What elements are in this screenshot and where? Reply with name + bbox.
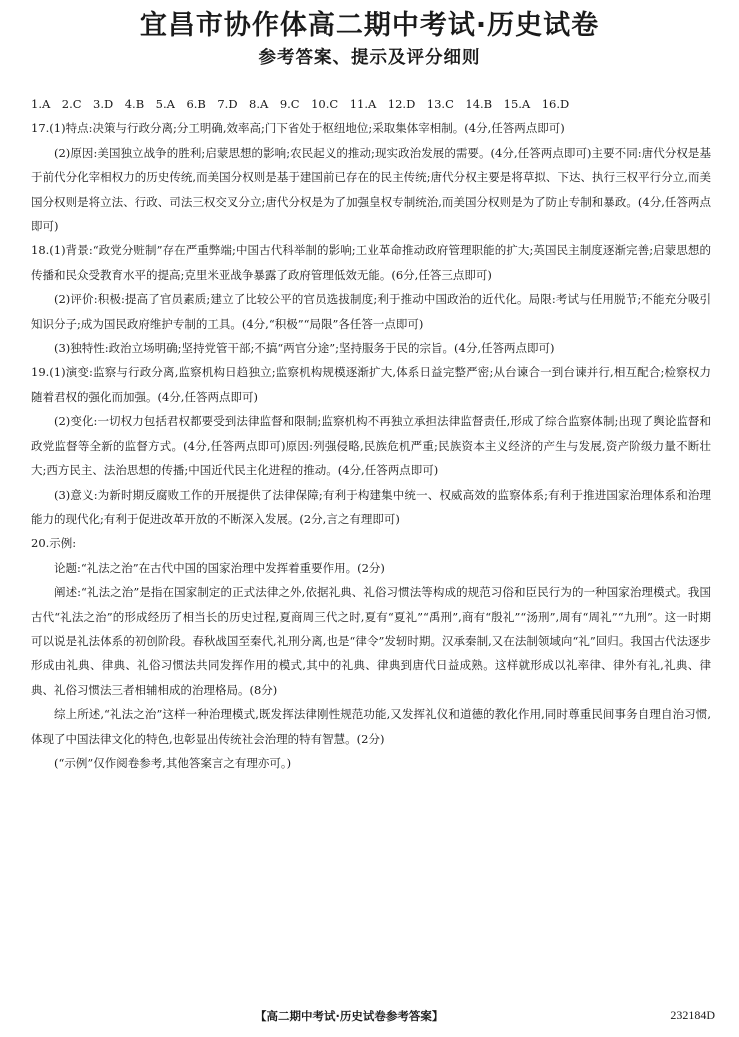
question-20-number: 20. xyxy=(31,536,50,551)
question-18-part-3: (3)独特性:政治立场明确;坚持党管干部;不搞“两官分途”;坚持服务于民的宗旨。(4分,任答两点即可) xyxy=(54,341,555,356)
question-17-part-1: 17.(1)特点:决策与行政分离;分工明确,效率高;门下省处于枢纽地位;采取集体宰相制。(4分,任答两点即可) xyxy=(31,121,565,136)
question-20-thesis: 论题:“礼法之治”在古代中国的国家治理中发挥着重要作用。(2分) xyxy=(54,560,385,575)
page-subtitle: 参考答案、提示及评分细则 xyxy=(258,48,481,68)
question-18-number: 18. xyxy=(31,243,50,258)
page-footer xyxy=(0,1008,739,1030)
multiple-choice-answers: 1.A 2.C 3.D 4.B 5.A 6.B 7.D 8.A 9.C 10.C 11.A 12.D 13.C 14.B 15.A 16.D xyxy=(31,97,570,111)
example-label: 示例: xyxy=(49,536,77,551)
question-20-header xyxy=(31,531,711,555)
question-20-conclusion: 综上所述,“礼法之治”这样一种治理模式,既发挥法律刚性规范功能,又发挥礼仪和道德的教化作用,同时尊重民间事务自理自治习惯,体现了中国法律文化的特色,也彰显出传统社会治理的特有智慧。(2分) xyxy=(31,707,711,746)
question-20-note: (“示例”仅作阅卷参考,其他答案言之有理亦可。) xyxy=(54,755,292,770)
question-17-number: 17. xyxy=(31,121,50,136)
question-19-part-3: (3)意义:为新时期反腐败工作的开展提供了法律保障;有利于构建集中统一、权威高效的监察体系;有利于推进国家治理体系和治理能力的现代化;有利于促进改革开放的不断深入发展。(2分,言之有理即可) xyxy=(31,487,711,526)
question-18-part-1: 18.(1)背景:“政党分赃制”存在严重弊端;中国古代科举制的影响;工业革命推动政府管理职能的扩大;英国民主制度逐渐完善;启蒙思想的传播和民众受教育水平的提高;克里米亚战争暴露了政府管理低效无能。(6分,任答三点即可) xyxy=(31,243,711,282)
question-19-part-1: 19.(1)演变:监察与行政分离,监察机构日趋独立;监察机构规模逐渐扩大,体系日益完整严密;从台谏合一到台谏并行,相互配合;检察权力随着君权的强化而加强。(4分,任答两点即可) xyxy=(31,365,711,404)
page-title: 宜昌市协作体高二期中考试·历史试卷 xyxy=(139,10,600,41)
answer-content xyxy=(31,92,711,775)
question-20-explanation: 阐述:“礼法之治”是指在国家制定的正式法律之外,依据礼典、礼俗习惯法等构成的规范习俗和臣民行为的一种国家治理模式。我国古代“礼法之治”的形成经历了相当长的历史过程,夏商周三代之时,夏有“夏礼”“禹刑”,商有“殷礼”“汤刑”,周有“周礼”“九刑”。这一时期可以说是礼法体系的初创阶段。春秋战国至秦代,礼刑分离,也是“律令”发轫时期。汉承秦制,又在法制领域向“礼”回归。我国古代法逐步形成由礼典、律典、礼俗习惯法共同发挥作用的模式,其中的礼典、律典到唐代日益成熟。这样就形成以礼率律、律外有礼,礼典、律典、礼俗习惯法三者相辅相成的治理格局。(8分) xyxy=(31,585,711,697)
question-18-part-2: (2)评价:积极:提高了官员素质;建立了比较公平的官员选拔制度;利于推动中国政治的近代化。局限:考试与任用脱节;不能充分吸引知识分子;成为国民政府维护专制的工具。(4分,“积极”“局限”各任答一点即可) xyxy=(31,292,711,331)
footer-label: 【高二期中考试·历史试卷参考答案】 xyxy=(255,1009,444,1023)
question-19-part-2: (2)变化:一切权力包括君权都要受到法律监督和限制;监察机构不再独立承担法律监督责任,形成了综合监察体制;出现了舆论监督和政党监督等全新的监督方式。(4分,任答两点即可)原因:列强侵略,民族危机严重;民族资本主义经济的产生与发展,资产阶级力量不断壮大;西方民主、法治思想的传播;中国近代民主化进程的推动。(4分,任答两点即可) xyxy=(31,414,711,478)
question-19-number: 19. xyxy=(31,365,50,380)
document-code: 232184D xyxy=(670,1008,715,1022)
question-17-part-2: (2)原因:美国独立战争的胜利;启蒙思想的影响;农民起义的推动;现实政治发展的需要。(4分,任答两点即可)主要不同:唐代分权是基于前代分化宰相权力的历史传统,而美国分权则是基于建国前已存在的民主传统;唐代分权主要是将草拟、下达、执行三权平行分立,而美国分权则是将立法、行政、司法三权交叉分立;唐代分权是为了加强皇权专制统治,而美国分权则是为了防止专制和暴政。(4分,任答两点即可) xyxy=(31,145,711,234)
